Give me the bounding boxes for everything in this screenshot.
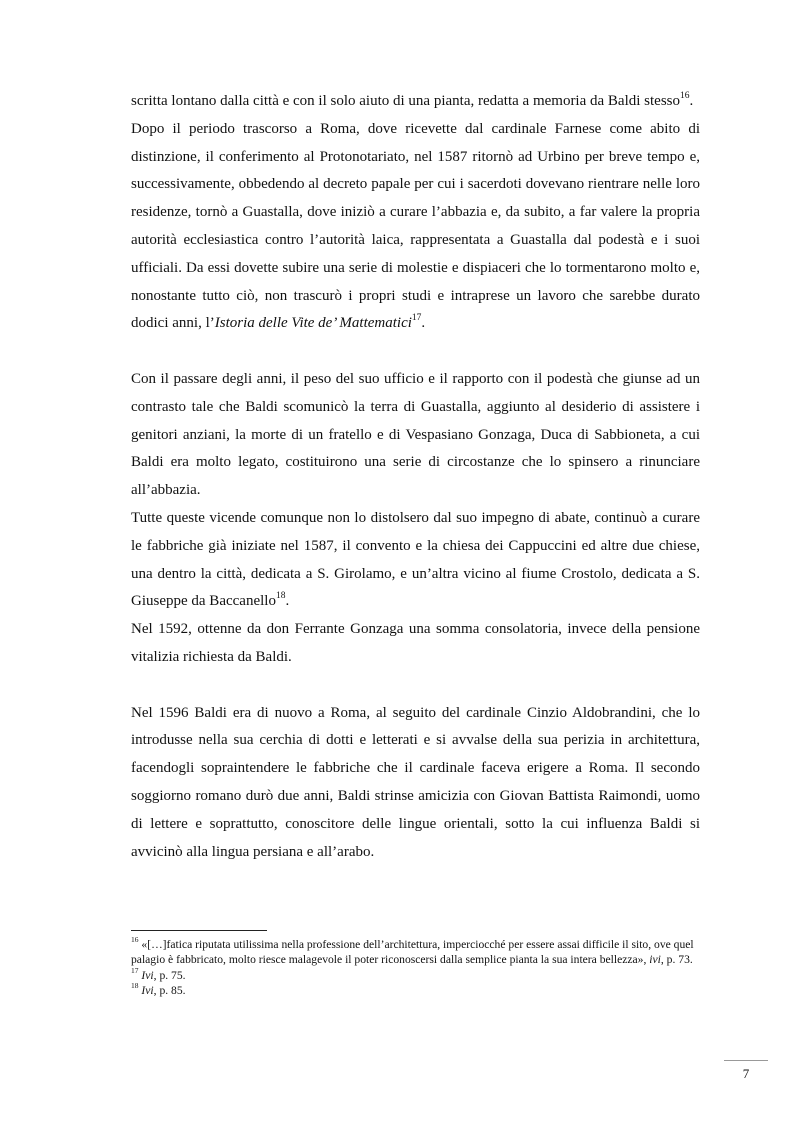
paragraph: scritta lontano dalla città e con il solo aiuto di una pianta, redatta a memoria da Baldi stesso$^{16}$.: [131, 91, 694, 109]
paragraph-gap: [131, 338, 700, 366]
footnote-number: 16: [131, 935, 139, 945]
page-number-divider: [724, 1060, 768, 1061]
footnote: $^{18}$ Ivi, p. 85.: [131, 981, 186, 997]
footnote: $^{17}$ Ivi, p. 75.: [131, 965, 186, 982]
paragraph-gap: [131, 672, 700, 700]
paragraph: Dopo il periodo trascorso a Roma, dove ricevette dal cardinale Farnese come abito di distinzione, il conferimento al Protonotariato, nel 1587 ritornò ad Urbino per breve tempo e, successivamente, obbedendo al decreto papale per cui i sacerdoti dovevano rientrare nelle loro residenze, tornò a Guastalla, dove iniziò a curare l’abbazia e, da subito, a far valere la propria autorità ecclesiastica contro l’autorità laica, rappresentata a Guastalla dal podestà e i suoi ufficiali. Da essi dovette subire una serie di molestie e dispiaceri che lo tormentarono molto e, nonostante tutto ciò, non trascurò i propri studi e intraprese un lavoro che sarebbe durato dodici anni, l’Istoria delle Vite de’ Mattematici$^{17}$.: [131, 120, 700, 332]
footnote-ref[interactable]: 18: [275, 591, 286, 602]
page-number: 7: [742, 1066, 750, 1081]
footnote-number: 17: [131, 965, 139, 975]
book-title: Istoria delle Vite de’ Mattematici: [214, 315, 412, 332]
paragraph: Nel 1592, ottenne da don Ferrante Gonzaga una somma consolatoria, invece della pensione vitalizia richiesta da Baldi.: [131, 621, 700, 665]
footnote-number: 18: [131, 981, 139, 991]
footnote-ref[interactable]: 16: [680, 91, 690, 101]
main-text: [131, 88, 700, 866]
paragraph: Con il passare degli anni, il peso del suo ufficio e il rapporto con il podestà che giunse ad un contrasto tale che Baldi scomunicò la terra di Guastalla, aggiunto al desiderio di assistere i genitori anziani, la morte di un fratello e di Vespasiano Gonzaga, Duca di Sabbioneta, a cui Baldi era molto legato, costituirono una serie di circostanze che lo spinsero a rinunciare all’abbazia.: [131, 370, 700, 499]
footnote: $^{16}$ «[…]fatica riputata utilissima nella professione dell’architettura, imperciocché per essere assai difficile il sito, ove quel palagio è fabbricato, molto riesce malagevole il poter riconoscersi dalla semplice pianta la sua intera bellezza», ivi, p. 73.: [131, 935, 694, 967]
paragraph: Nel 1596 Baldi era di nuovo a Roma, al seguito del cardinale Cinzio Aldobrandini, che lo introdusse nella sua cerchia di dotti e letterati e si avvalse della sua perizia in architettura, facendogli sopraintendere le fabbriche che il cardinale faceva erigere a Roma. Il secondo soggiorno romano durò due anni, Baldi strinse amicizia con Giovan Battista Raimondi, uomo di lettere e soprattutto, conoscitore delle lingue orientali, sotto la cui influenza Baldi si avvicinò alla lingua persiana e all’arabo.: [131, 704, 700, 860]
footnote-divider: [131, 930, 267, 931]
paragraph: Tutte queste vicende comunque non lo distolsero dal suo impegno di abate, continuò a curare le fabbriche già iniziate nel 1587, il convento e la chiesa dei Cappuccini ed altre due chiese, una dentro la città, dedicata a S. Girolamo, e un’altra vicino al fiume Crostolo, dedicata a S. Giuseppe da Baccanello$^{18}$.: [131, 509, 700, 610]
footnotes: [131, 930, 700, 998]
footnote-ref[interactable]: 17: [411, 313, 422, 324]
